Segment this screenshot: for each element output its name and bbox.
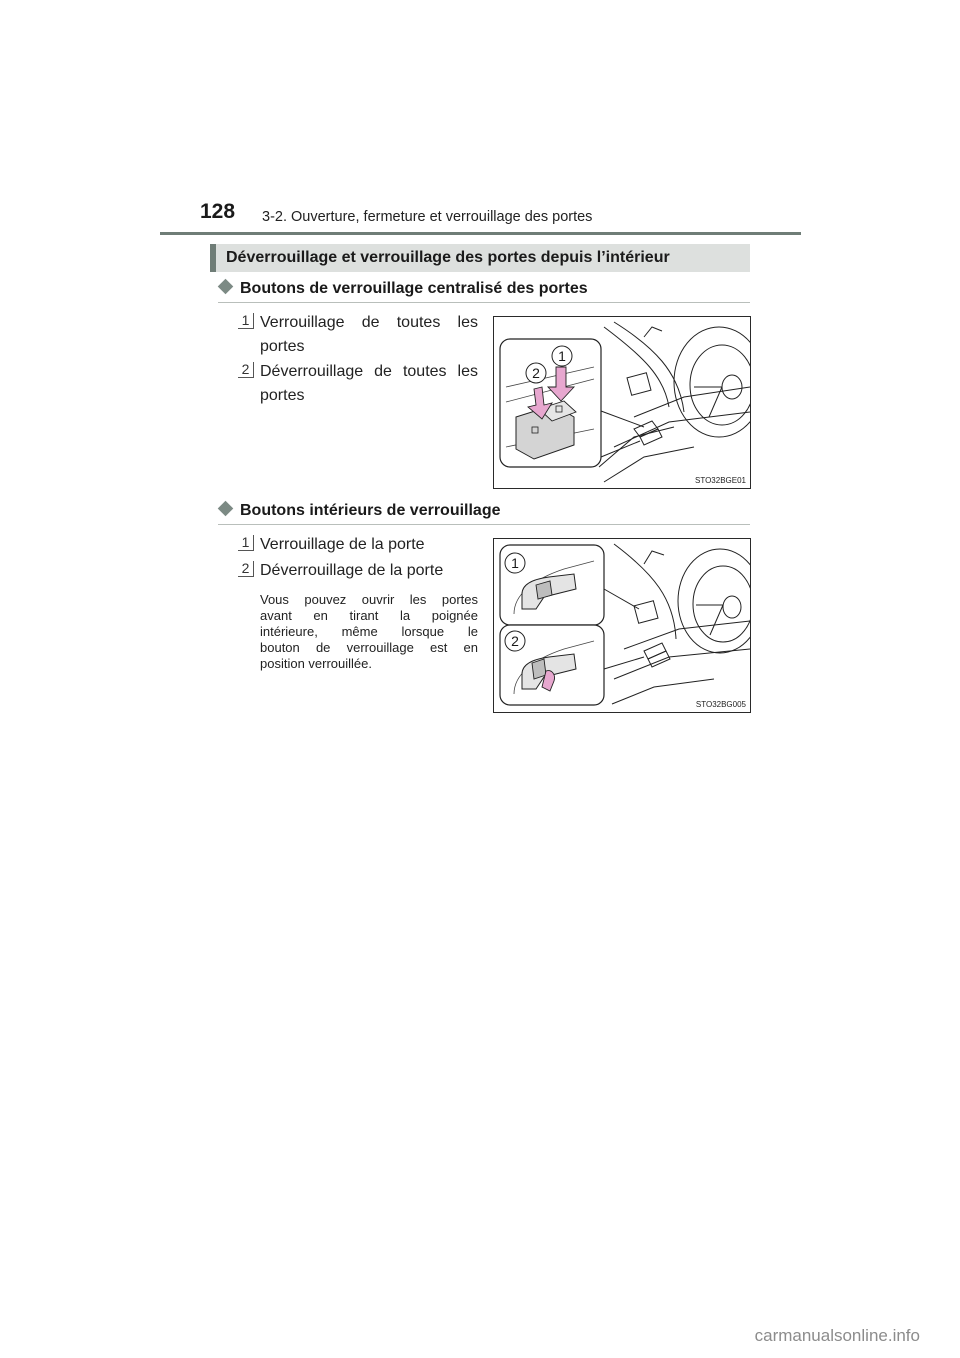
section-bar-accent xyxy=(210,244,216,272)
step-text-1-line2: portes xyxy=(260,338,305,355)
note-line-4: bouton de verrouillage est en xyxy=(260,640,478,655)
step-marker-1: 1 xyxy=(238,313,254,329)
callout-1: 1 xyxy=(511,555,519,571)
door-lock-drawing xyxy=(494,539,750,712)
step-text-2-line2: portes xyxy=(260,387,305,404)
subsection-heading-text: Boutons intérieurs de verrouillage xyxy=(240,502,501,519)
illustration-door-lock-knob xyxy=(493,538,751,713)
header-rule xyxy=(160,232,801,235)
subsection-heading-central-lock xyxy=(220,280,588,298)
step-marker-2: 2 xyxy=(238,561,254,577)
step-text-1-line1: Verrouillage de toutes les xyxy=(260,314,478,331)
note-line-2: avant en tirant la poignée xyxy=(260,608,478,623)
note-paragraph xyxy=(260,592,478,672)
subsection-heading-inside-lock xyxy=(220,502,501,520)
watermark-link[interactable]: carmanualsonline.info xyxy=(754,1326,920,1345)
note-line-3: intérieure, même lorsque le xyxy=(260,624,478,639)
page-number: 128 xyxy=(200,200,236,223)
diamond-bullet-icon xyxy=(218,501,234,517)
subsection-rule xyxy=(218,524,750,525)
central-lock-drawing xyxy=(494,317,750,488)
illustration-central-lock-switch xyxy=(493,316,751,489)
step-text-2: Déverrouillage de la porte xyxy=(260,562,444,579)
step-text-2 xyxy=(260,360,478,408)
subsection-rule xyxy=(218,302,750,303)
section-title-bar xyxy=(210,244,750,272)
figure-code: STO32BG005 xyxy=(695,700,746,709)
callout-1: 1 xyxy=(558,348,566,364)
step-text-2-line1: Déverrouillage de toutes les xyxy=(260,363,478,380)
callout-2: 2 xyxy=(511,633,519,649)
note-line-1: Vous pouvez ouvrir les portes xyxy=(260,592,478,607)
figure-code: STO32BGE01 xyxy=(695,476,746,485)
step-text-1: Verrouillage de la porte xyxy=(260,536,425,553)
step-marker-2: 2 xyxy=(238,362,254,378)
step-text-1 xyxy=(260,311,478,359)
section-title: Déverrouillage et verrouillage des portes depuis l’intérieur xyxy=(226,249,670,266)
subsection-heading-text: Boutons de verrouillage centralisé des portes xyxy=(240,280,588,297)
diamond-bullet-icon xyxy=(218,279,234,295)
chapter-title: 3-2. Ouverture, fermeture et verrouillage des portes xyxy=(262,209,593,225)
callout-2: 2 xyxy=(532,365,540,381)
note-line-5: position verrouillée. xyxy=(260,656,373,671)
step-marker-1: 1 xyxy=(238,535,254,551)
